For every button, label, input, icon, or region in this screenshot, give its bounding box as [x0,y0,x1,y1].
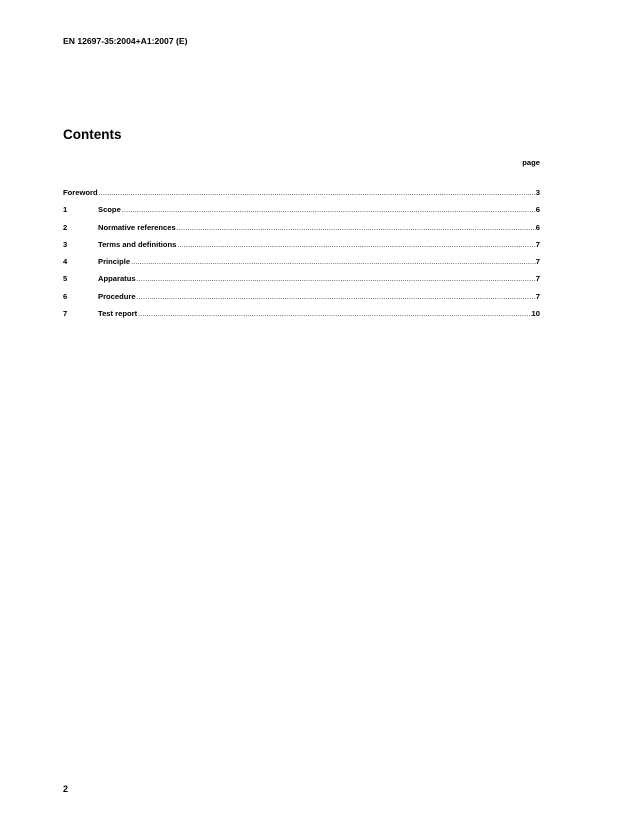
page-number: 2 [63,784,69,794]
document-header: EN 12697-35:2004+A1:2007 (E) [63,36,188,46]
toc-entry-normative-references[interactable] [63,219,540,236]
toc-dot-leader [136,271,536,288]
page-column-label: page [522,158,540,167]
toc-dot-leader [130,254,536,271]
toc-entry-page: 7 [535,291,540,301]
toc-entry-procedure[interactable] [63,288,540,305]
toc-entry-page: 7 [535,274,540,284]
toc-entry-number: 7 [63,309,68,319]
toc-entry-title: Procedure [98,291,136,301]
toc-entry-test-report[interactable] [63,305,540,322]
toc-entry-apparatus[interactable] [63,270,540,287]
toc-entry-principle[interactable] [63,253,540,270]
contents-heading: Contents [63,127,122,142]
toc-dot-leader [137,306,531,323]
table-of-contents [63,184,540,322]
toc-entry-page: 3 [535,188,540,197]
toc-entry-foreword[interactable] [63,184,540,201]
toc-entry-title: Apparatus [98,274,136,284]
toc-entry-title: Terms and definitions [98,239,177,249]
toc-entry-number: 4 [63,257,68,267]
toc-entry-page: 10 [531,309,540,319]
toc-entry-page: 6 [535,222,540,232]
toc-dot-leader [176,237,535,254]
toc-entry-page: 7 [535,239,540,249]
toc-entry-title: Foreword [63,188,98,197]
toc-entry-scope[interactable] [63,201,540,218]
toc-dot-leader [176,220,536,237]
toc-entry-number: 2 [63,222,68,232]
toc-entry-title: Scope [98,205,121,215]
toc-entry-page: 7 [535,257,540,267]
toc-entry-title: Test report [98,309,138,319]
toc-dot-leader [121,202,536,219]
toc-entry-terms-and-definitions[interactable] [63,236,540,253]
toc-entry-title: Principle [98,257,131,267]
toc-entry-title: Normative references [98,222,176,232]
toc-entry-page: 6 [535,205,540,215]
toc-entry-number: 6 [63,291,68,301]
toc-entry-number: 5 [63,274,68,284]
toc-dot-leader [98,185,536,202]
toc-entry-number: 3 [63,239,68,249]
toc-dot-leader [136,289,536,306]
toc-entry-number: 1 [63,205,68,215]
